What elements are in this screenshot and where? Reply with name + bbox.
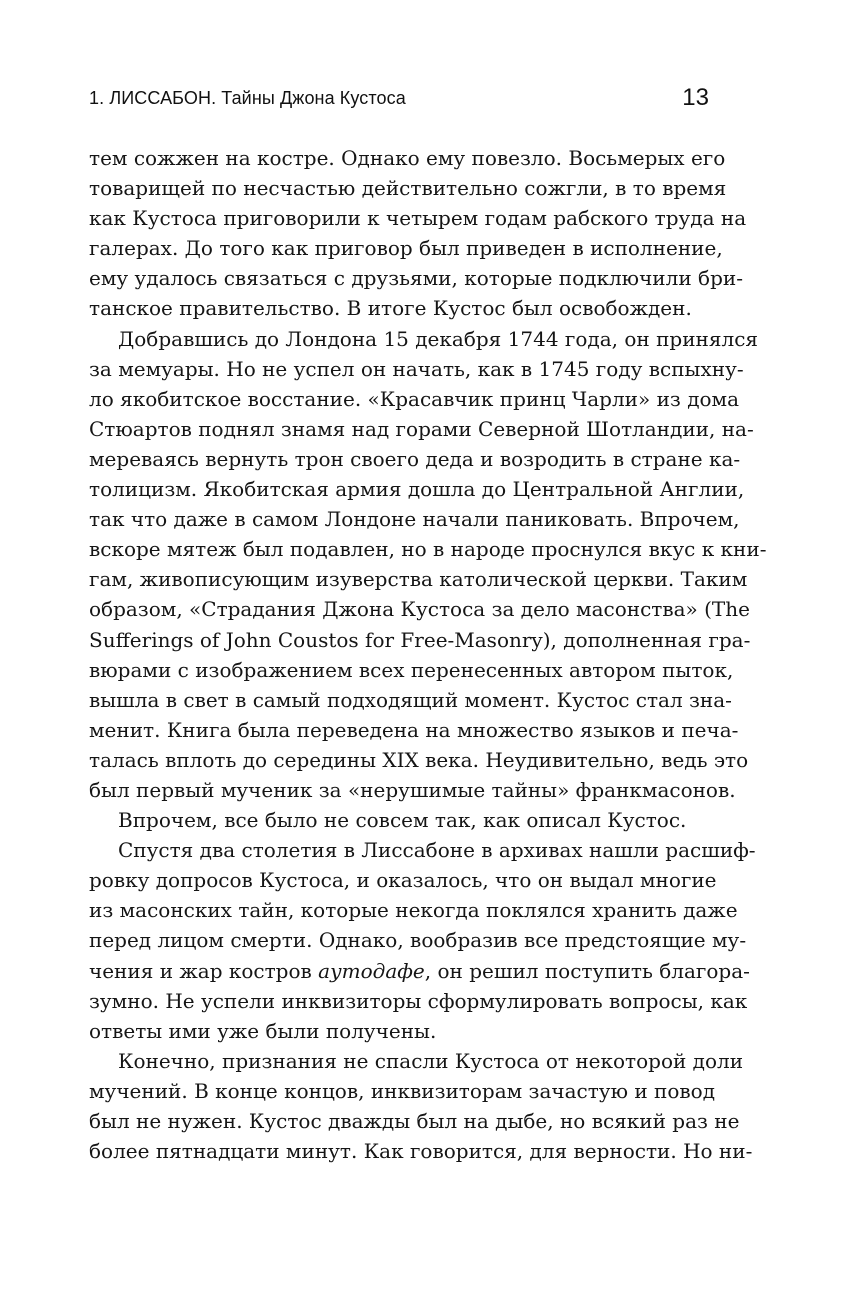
text-fragment: чения и жар костров bbox=[89, 958, 319, 983]
text-line: образом, «Страдания Джона Кустоса за дело масонства» (The bbox=[89, 597, 750, 622]
text-line: так что даже в самом Лондоне начали паниковать. Впрочем, bbox=[89, 507, 740, 532]
text-line: Конечно, признания не спасли Кустоса от некоторой доли bbox=[118, 1048, 744, 1073]
text-line: перед лицом смерти. Однако, вообразив все предстоящие му- bbox=[89, 928, 747, 953]
text-line: как Кустоса приговорили к четырем годам рабского труда на bbox=[89, 206, 747, 231]
text-line: Впрочем, все было не совсем так, как описал Кустос. bbox=[118, 808, 687, 833]
text-line: Sufferings of John Coustos for Free-Masonry), дополненная гра- bbox=[89, 627, 751, 652]
body-text bbox=[89, 143, 767, 1166]
text-line: талась вплоть до середины XIX века. Неудивительно, ведь это bbox=[89, 747, 749, 772]
text-line: Спустя два столетия в Лиссабоне в архивах нашли расшиф- bbox=[118, 838, 756, 863]
text-line: вышла в свет в самый подходящий момент. Кустос стал зна- bbox=[89, 687, 732, 712]
text-line: вюрами с изображением всех перенесенных автором пыток, bbox=[89, 657, 734, 682]
text-line: ответы ими уже были получены. bbox=[89, 1018, 437, 1043]
running-header bbox=[89, 84, 711, 116]
text-line: более пятнадцати минут. Как говорится, для верности. Но ни- bbox=[89, 1139, 753, 1164]
text-line: вскоре мятеж был подавлен, но в народе проснулся вкус к кни- bbox=[89, 537, 767, 562]
running-title: 1. ЛИССАБОН. Тайны Джона Кустоса bbox=[89, 88, 406, 108]
text-fragment: , он решил поступить благора- bbox=[424, 958, 750, 983]
text-line: ло якобитское восстание. «Красавчик принц Чарли» из дома bbox=[89, 386, 740, 411]
italic-term: аутодафе bbox=[318, 958, 425, 983]
text-line: ровку допросов Кустоса, и оказалось, что он выдал многие bbox=[89, 868, 717, 893]
text-line-with-italic bbox=[89, 956, 750, 986]
text-line: ему удалось связаться с друзьями, которые подключили бри- bbox=[89, 266, 743, 291]
text-line: Добравшись до Лондона 15 декабря 1744 года, он принялся bbox=[118, 326, 759, 351]
text-line: галерах. До того как приговор был приведен в исполнение, bbox=[89, 236, 723, 261]
text-line: был не нужен. Кустос дважды был на дыбе, но всякий раз не bbox=[89, 1109, 740, 1133]
text-line: менит. Книга была переведена на множество языков и печа- bbox=[89, 717, 739, 742]
text-line: был первый мученик за «нерушимые тайны» франкмасонов. bbox=[89, 777, 736, 802]
text-line: толицизм. Якобитская армия дошла до Центральной Англии, bbox=[89, 477, 745, 502]
text-line: Стюартов поднял знамя над горами Северной Шотландии, на- bbox=[89, 416, 754, 441]
text-line: из масонских тайн, которые некогда поклялся хранить даже bbox=[89, 898, 738, 923]
text-line: зумно. Не успели инквизиторы сформулировать вопросы, как bbox=[89, 988, 748, 1013]
text-line: тем сожжен на костре. Однако ему повезло. Восьмерых его bbox=[89, 146, 726, 170]
text-line: товарищей по несчастью действительно сожгли, в то время bbox=[89, 176, 727, 201]
text-line: гам, живописующим изуверства католической церкви. Таким bbox=[89, 567, 748, 592]
page-number: 13 bbox=[682, 84, 709, 111]
text-line: танское правительство. В итоге Кустос был освобожден. bbox=[89, 296, 692, 321]
text-line: мереваясь вернуть трон своего деда и возродить в стране ка- bbox=[89, 446, 741, 471]
text-line: мучений. В конце концов, инквизиторам зачастую и повод bbox=[89, 1078, 716, 1103]
text-line: за мемуары. Но не успел он начать, как в 1745 году вспыхну- bbox=[89, 356, 744, 381]
